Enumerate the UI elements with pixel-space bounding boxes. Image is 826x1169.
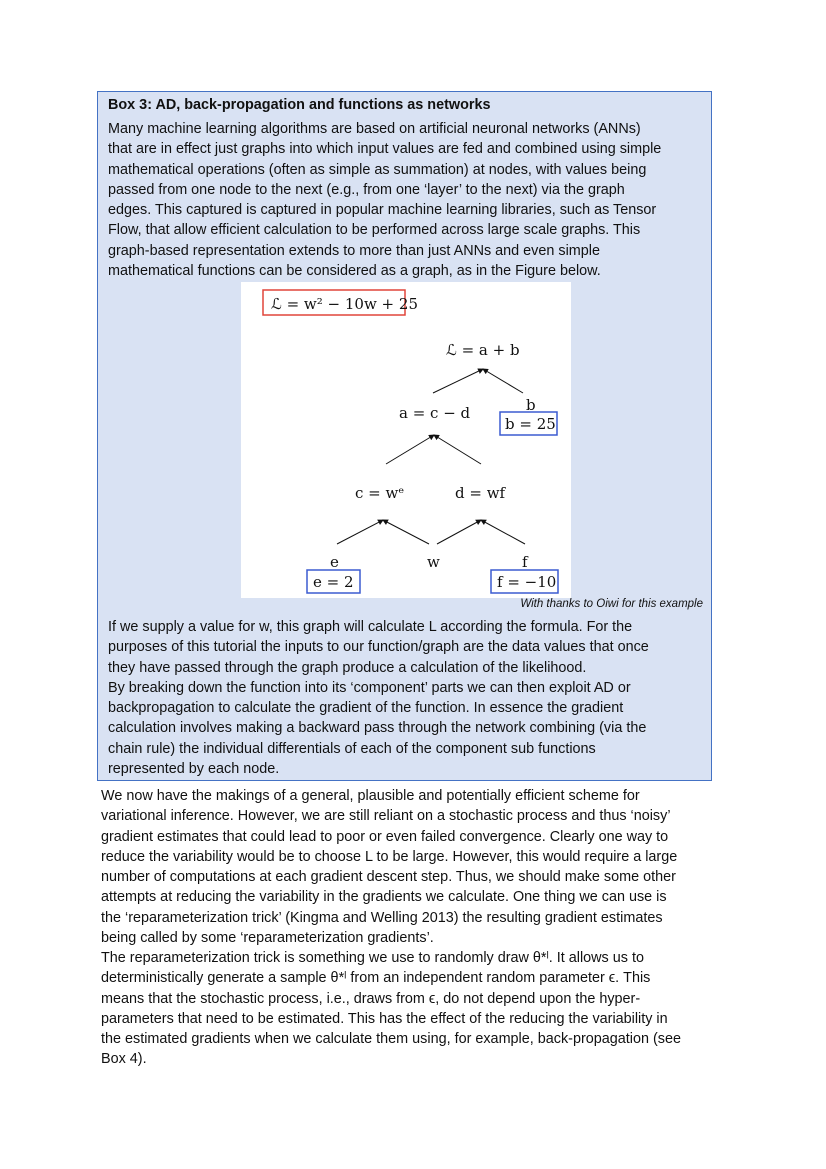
text-line: deterministically generate a sample θ*ˡ from an independent random parameter ϵ. This — [101, 970, 651, 987]
text-line: By breaking down the function into its ‘component’ parts we can then exploit AD or — [108, 679, 631, 696]
text-line: backpropagation to calculate the gradient of the function. In essence the gradient — [108, 700, 624, 717]
text-line: We now have the makings of a general, plausible and potentially efficient scheme for — [101, 788, 640, 804]
body-paragraph-2 — [101, 948, 681, 1070]
text-line: mathematical operations (often as simple as summation) at nodes, with values being — [108, 161, 647, 178]
edge-d-a — [434, 435, 481, 464]
leaf-e: e — [330, 553, 339, 571]
text-line: calculation involves making a backward pass through the network combining (via the — [108, 720, 647, 737]
text-line: represented by each node. — [108, 761, 280, 778]
text-line: Box 4). — [101, 1051, 147, 1068]
text-line: attempts at reducing the variability in the gradients we calculate. One thing we can use is — [101, 889, 667, 906]
box-after — [108, 617, 649, 779]
text-line: variational inference. However, we are still reliant on a stochastic process and thus ‘noisy’ — [101, 808, 671, 825]
node-a: a = c − d — [399, 404, 471, 422]
text-line: parameters that need to be estimated. This has the effect of the reducing the variability in — [101, 1010, 668, 1027]
box-title: Box 3: AD, back-propagation and functions as networks — [108, 97, 491, 113]
text-line: graph-based representation extends to more than just ANNs and even simple — [108, 242, 600, 259]
formula-text: ℒ = w² − 10w + 25 — [271, 295, 418, 313]
text-line: chain rule) the individual differentials of each of the component sub functions — [108, 740, 596, 757]
box-3 — [97, 91, 712, 781]
box-intro — [108, 119, 661, 281]
edge-w-d — [437, 520, 481, 544]
edge-w-c — [383, 520, 429, 544]
node-b-value: b = 25 — [505, 415, 556, 433]
text-line: means that the stochastic process, i.e., draws from ϵ, do not depend upon the hyper- — [101, 990, 641, 1007]
text-line: If we supply a value for w, this graph will calculate L according the formula. For the — [108, 619, 633, 635]
edge-f-d — [481, 520, 525, 544]
text-line: that are in effect just graphs into which input values are fed and combined using simple — [108, 141, 662, 158]
text-line: they have passed through the graph produce a calculation of the likelihood. — [108, 659, 587, 676]
node-root: ℒ = a + b — [446, 341, 520, 359]
text-line: edges. This captured is captured in popular machine learning libraries, such as Tensor — [108, 202, 657, 219]
text-line: mathematical functions can be considered as a graph, as in the Figure below. — [108, 263, 601, 280]
edge-a-root — [433, 369, 483, 393]
computation-graph-figure — [241, 282, 571, 598]
graph-svg — [241, 282, 571, 598]
leaf-w: w — [427, 553, 440, 571]
body-paragraph-1 — [101, 786, 677, 948]
text-line: being called by some ‘reparameterization gradients’. — [101, 930, 434, 947]
edge-c-a — [386, 435, 434, 464]
leaf-f-value: f = −10 — [497, 573, 557, 591]
leaf-f: f — [522, 553, 528, 571]
text-line: passed from one node to the next (e.g., from one ‘layer’ to the next) via the graph — [108, 181, 625, 198]
leaf-e-value: e = 2 — [313, 573, 354, 591]
edge-b-root — [483, 369, 523, 393]
text-line: Flow, that allow efficient calculation to be performed across large scale graphs. This — [108, 222, 641, 239]
text-line: the ‘reparameterization trick’ (Kingma and Welling 2013) the resulting gradient estimates — [101, 909, 663, 926]
text-line: gradient estimates that could lead to poor or even failed convergence. Clearly one way to — [101, 828, 669, 845]
edge-e-c — [337, 520, 383, 544]
text-line: purposes of this tutorial the inputs to our function/graph are the data values that once — [108, 639, 649, 656]
text-line: The reparameterization trick is something we use to randomly draw θ*ˡ. It allows us to — [101, 950, 644, 966]
node-c: c = wᵉ — [355, 484, 405, 502]
text-line: Many machine learning algorithms are based on artificial neuronal networks (ANNs) — [108, 121, 641, 137]
figure-caption: With thanks to Oiwi for this example — [520, 598, 703, 610]
node-d: d = wf — [455, 484, 506, 502]
text-line: number of computations at each gradient descent step. Thus, we should make some other — [101, 869, 676, 886]
node-b-label: b — [526, 396, 536, 414]
text-line: reduce the variability would be to choose L to be large. However, this would require a large — [101, 848, 678, 865]
text-line: the estimated gradients when we calculate them using, for example, back-propagation (see — [101, 1031, 681, 1048]
